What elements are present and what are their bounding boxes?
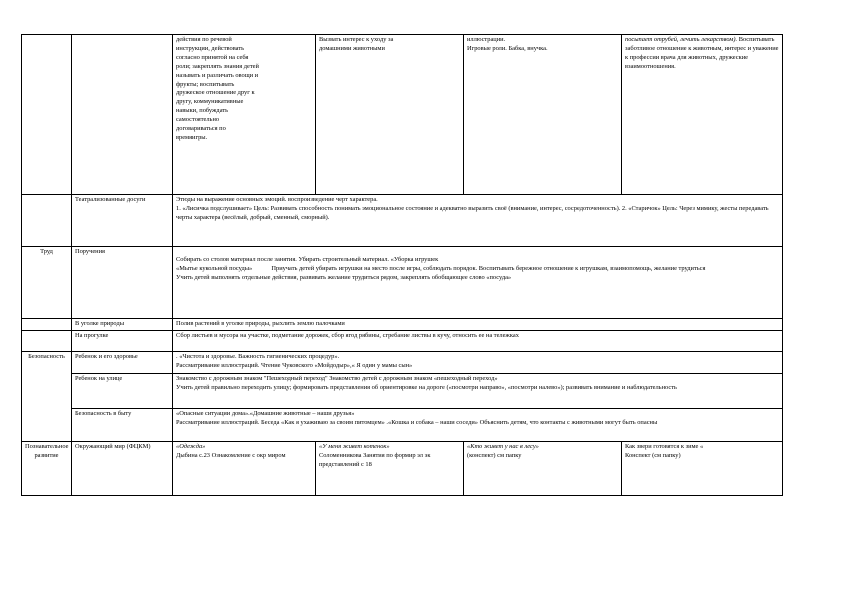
labour-assignments-row [22, 247, 783, 319]
vet-play-text: Воспитывать заботливое отношение к животным, интерес и уважение к профессии врача для животных, дружеские взаимоотношения. [625, 36, 779, 70]
section-cell-empty [22, 195, 72, 247]
home-safety-content: «Опасные ситуации дома».«Домашние животные – наши друзья» Рассматривание иллюстраций. Беседа «Как я ухаживаю за своим питомцем» .«Кошка и собака – наши соседи» Объяснить детям, что контакты с животными могут быть опасны [173, 409, 783, 442]
health-row [22, 352, 783, 374]
cognitive-label: Окружающий мир (ФЦКМ) [72, 442, 173, 496]
theatre-content: Этюды на выражение основных эмоций. воспроизведение черт характера. 1. «Лисичка подслушивает» Цель: Развивать способность понимать эмоциональное состояние и адекватно выразить своё (внимание, интерес, сосредоточенность). 2. «Старичок» Цель: Через мимику, жесты передавать черты характера (весёлый, добрый, сменный, сморный). [173, 195, 783, 247]
section-cell-empty [22, 35, 72, 195]
vet-play-italic: посыпает отрубей, лечить лекарством). [625, 36, 738, 43]
home-safety-row [22, 409, 783, 442]
walk-content: Сбор листьев и мусора на участке, подметание дорожек, сбор ягод рябины, сгребание листвы в кучу, относить ее на тележках [173, 331, 783, 352]
education-plan-table [21, 34, 783, 496]
vet-play-goals [622, 35, 783, 195]
week1-topic: «Одежда» Дыбина с.23 Ознакомление с окр миром [173, 442, 316, 496]
cognitive-row [22, 442, 783, 496]
week4-topic: Как звери готовятся к зиме « Конспект (см папку) [622, 442, 783, 496]
week2-topic: «У меня живет котенок» Соломенникова Занятия по формир эл эк представлений с 18 [316, 442, 464, 496]
cognitive-section: Познавательное развитие [22, 442, 72, 496]
theatre-label: Театрализованные досуги [72, 195, 173, 247]
assignments-content: Собирать со столов материал после занятия. Убирать строительный материал. «Уборка игрушек «Мытье кукольной посуды» Приучать детей убирать игрушки на место после игры, соблюдать порядок. Воспитывать бережное отношение к игрушкам, взаимопомощь, желание трудиться Учить детей выполнять отдельные действия, развивать желание трудиться рядом, закреплять обобщающее слово «посуда» [173, 247, 783, 319]
assignments-label: Поручения [72, 247, 173, 319]
role-play-goals: действия по речевой инструкции, действовать согласно принятой на себя роли; закреплять знания детей называть и различать овощи и фрукты; воспитывать дружеское отношение друг к другу, коммуникативные навыки, побуждать самостоятельно договариваться по времяигры. [173, 35, 316, 195]
illustrations-roles: иллюстрации. Игровые роли. Бабка, внучка. [464, 35, 622, 195]
street-content: Знакомство с дорожным знаком "Пешеходный переход" Знакомство детей с дорожным знаком «пешеходный переход» Учить детей правильно переходить улицу; формировать представления об ориентировке на дороге («посмотри направо», «посмотри налево»); развивать внимание и наблюдательность [173, 374, 783, 409]
health-content: . «Чистота и здоровье. Важность гигиенических процедур». Рассматривание иллюстраций. Чтение Чуковского «Мойдодыр»,« Я один у мамы сын» [173, 352, 783, 374]
street-row [22, 374, 783, 409]
health-label: Ребенок и его здоровье [72, 352, 173, 374]
walk-row [22, 331, 783, 352]
home-safety-label: Безопасность в быту [72, 409, 173, 442]
pet-care-interest: Вызвать интерес к уходу за домашними животными [316, 35, 464, 195]
nature-corner-content: Полив растений в уголке природы, рыхлить землю палочками [173, 319, 783, 331]
nature-corner-row [22, 319, 783, 331]
section-cell-empty [22, 331, 72, 352]
street-label: Ребенок на улице [72, 374, 173, 409]
labour-section: Труд [22, 247, 72, 319]
week3-topic: «Кто живет у нас в лесу» (конспект) см папку [464, 442, 622, 496]
theatre-row [22, 195, 783, 247]
safety-section: Безопасность [22, 352, 72, 442]
walk-label: На прогулке [72, 331, 173, 352]
role-play-row [22, 35, 783, 195]
activity-label-empty [72, 35, 173, 195]
nature-corner-label: В уголке природы [72, 319, 173, 331]
section-cell-empty [22, 319, 72, 331]
